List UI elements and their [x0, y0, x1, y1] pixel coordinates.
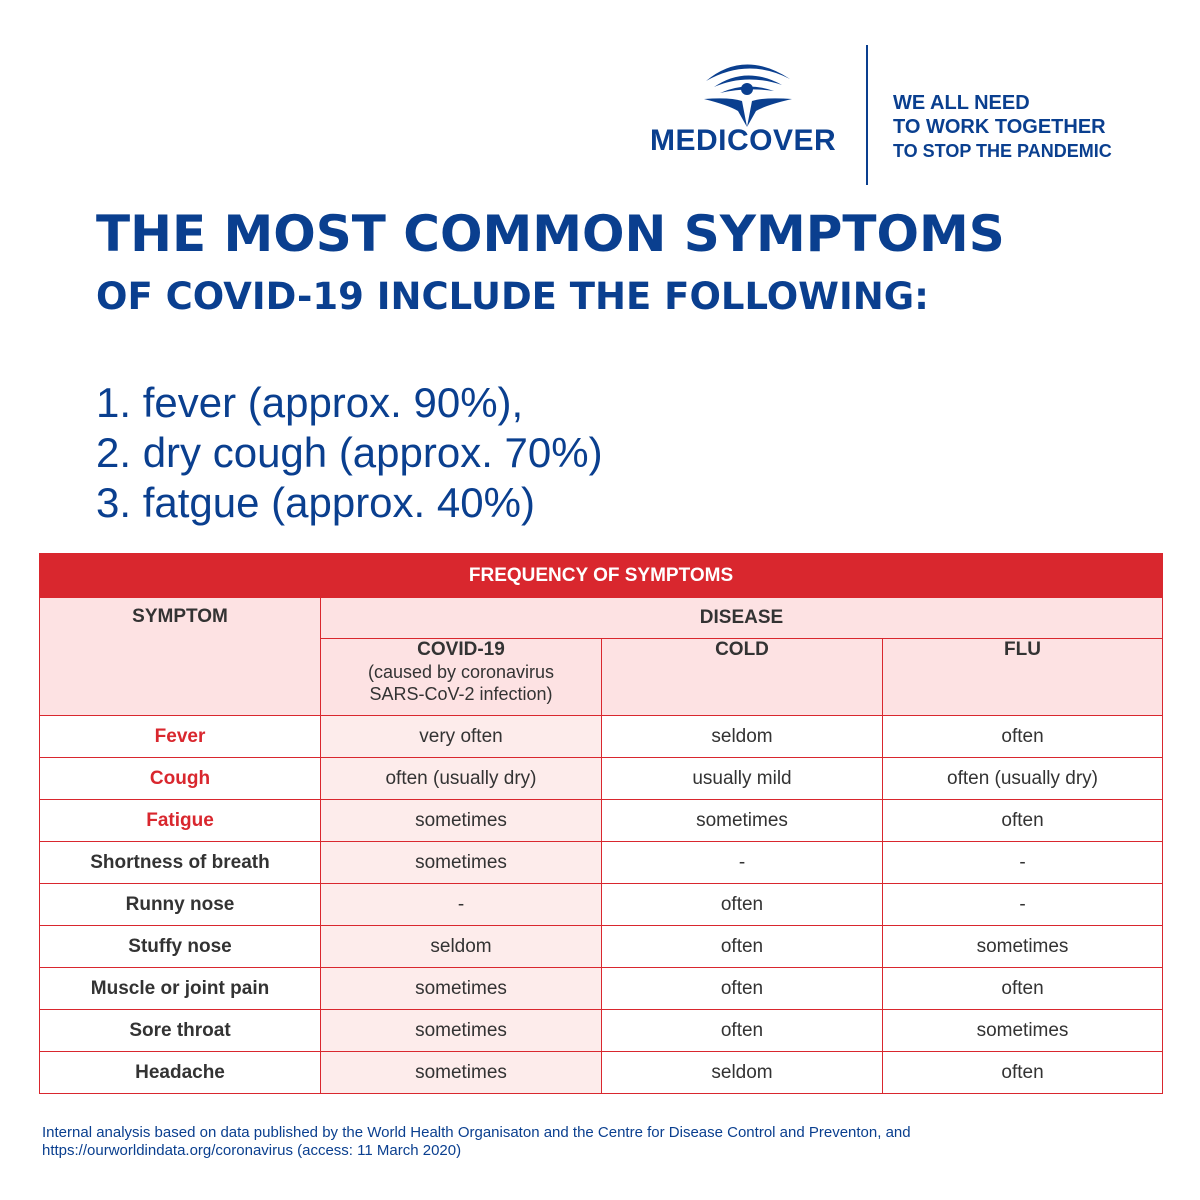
brand-name: MEDICOVER [650, 124, 837, 157]
symptom-cell: Sore throat [40, 1010, 321, 1052]
table-row [40, 758, 1163, 800]
symptom-cell: Shortness of breath [40, 842, 321, 884]
cold-cell: often [602, 1010, 883, 1052]
flu-column-header: FLU [883, 639, 1163, 716]
table-row [40, 716, 1163, 758]
covid-cell: sometimes [321, 842, 602, 884]
cold-column-header: COLD [602, 639, 883, 716]
covid-cell: often (usually dry) [321, 758, 602, 800]
cold-cell: often [602, 884, 883, 926]
header [0, 0, 1200, 200]
slogan [893, 91, 1173, 163]
source-line: https://ourworldindata.org/coronavirus (access: 11 March 2020) [42, 1142, 462, 1159]
covid-header-name: COVID-19 [417, 639, 505, 660]
table-title: FREQUENCY OF SYMPTOMS [40, 554, 1163, 598]
frequency-table [39, 553, 1163, 1094]
source-note [42, 1124, 1162, 1160]
list-item: 2. dry cough (approx. 70%) [96, 429, 603, 476]
covid-cell: sometimes [321, 1010, 602, 1052]
flu-cell: often [883, 1052, 1163, 1094]
slogan-line: TO WORK TOGETHER [893, 116, 1106, 138]
table-row [40, 1010, 1163, 1052]
flu-cell: often [883, 716, 1163, 758]
covid-cell: sometimes [321, 1052, 602, 1094]
covid-cell: seldom [321, 926, 602, 968]
symptom-cell: Fatigue [40, 800, 321, 842]
slogan-line: TO STOP THE PANDEMIC [893, 141, 1112, 161]
covid-cell: very often [321, 716, 602, 758]
symptom-cell: Runny nose [40, 884, 321, 926]
flu-cell: often [883, 968, 1163, 1010]
covid-cell: - [321, 884, 602, 926]
source-line: Internal analysis based on data published by the World Health Organisaton and the Centre for Disease Control and Preventon, and [42, 1124, 911, 1141]
list-item: 1. fever (approx. 90%), [96, 379, 524, 426]
table-row [40, 842, 1163, 884]
cold-cell: - [602, 842, 883, 884]
cold-cell: sometimes [602, 800, 883, 842]
symptom-cell: Muscle or joint pain [40, 968, 321, 1010]
cold-cell: usually mild [602, 758, 883, 800]
table-row [40, 800, 1163, 842]
table-row [40, 884, 1163, 926]
cold-cell: seldom [602, 716, 883, 758]
symptom-cell: Fever [40, 716, 321, 758]
flu-cell: sometimes [883, 926, 1163, 968]
symptom-column-header: SYMPTOM [40, 598, 321, 716]
flu-cell: sometimes [883, 1010, 1163, 1052]
symptom-cell: Headache [40, 1052, 321, 1094]
header-divider [866, 45, 868, 185]
covid-cell: sometimes [321, 800, 602, 842]
cold-cell: often [602, 968, 883, 1010]
slogan-line: WE ALL NEED [893, 92, 1030, 114]
medicover-logo-icon [700, 55, 795, 127]
page-subtitle: OF COVID-19 INCLUDE THE FOLLOWING: [96, 275, 929, 318]
cold-cell: often [602, 926, 883, 968]
covid-column-header [321, 639, 602, 716]
covid-header-note: SARS-CoV-2 infection) [369, 684, 553, 704]
covid-cell: sometimes [321, 968, 602, 1010]
top-symptoms-list [96, 378, 603, 528]
page-title: THE MOST COMMON SYMPTOMS [96, 205, 1005, 263]
covid-header-note: (caused by coronavirus [367, 662, 555, 682]
table-row [40, 926, 1163, 968]
flu-cell: - [883, 884, 1163, 926]
table-row [40, 1052, 1163, 1094]
disease-column-header: DISEASE [321, 598, 1163, 639]
table-row [40, 968, 1163, 1010]
symptom-cell: Stuffy nose [40, 926, 321, 968]
flu-cell: often (usually dry) [883, 758, 1163, 800]
flu-cell: - [883, 842, 1163, 884]
list-item: 3. fatgue (approx. 40%) [96, 479, 535, 526]
flu-cell: often [883, 800, 1163, 842]
cold-cell: seldom [602, 1052, 883, 1094]
symptom-cell: Cough [40, 758, 321, 800]
